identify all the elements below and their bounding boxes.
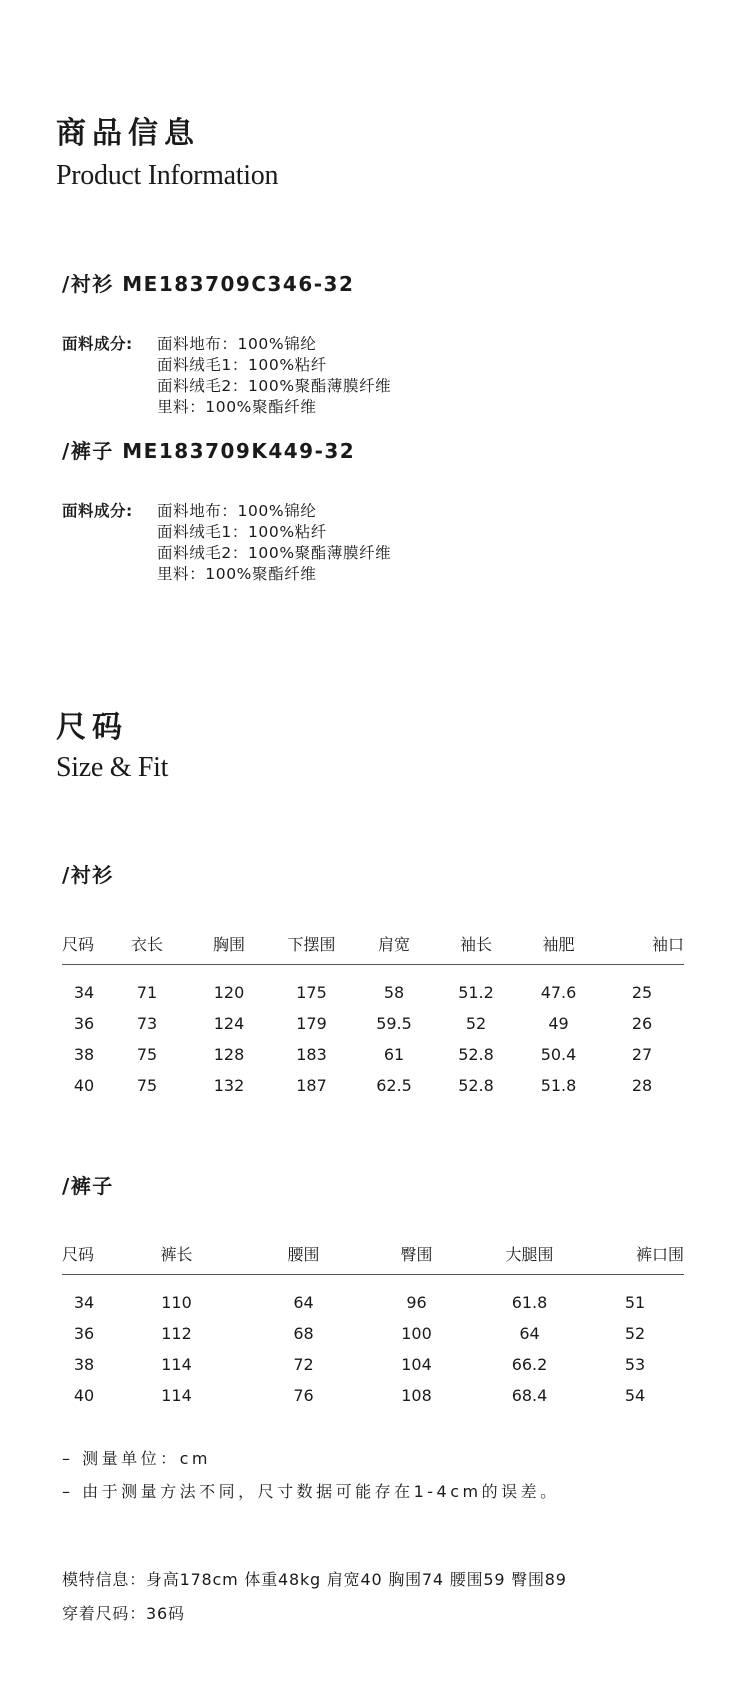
- table-cell: 75: [136, 1076, 158, 1095]
- table-cell: 132: [213, 1076, 245, 1095]
- composition-line: 里料：100%聚酯纤维: [157, 398, 317, 416]
- column-header: 胸围: [212, 934, 245, 954]
- composition-line: 里料：100%聚酯纤维: [157, 565, 317, 583]
- table-cell: 64: [519, 1324, 540, 1343]
- table-cell: 61.8: [511, 1293, 548, 1312]
- table-cell: 114: [161, 1355, 192, 1374]
- table-cell: 124: [213, 1014, 245, 1033]
- column-header: 肩宽: [377, 934, 410, 954]
- table-cell: 52: [465, 1014, 487, 1033]
- table-cell: 68: [293, 1324, 314, 1343]
- column-header: 腰围: [287, 1244, 320, 1264]
- table-row: [62, 1070, 684, 1101]
- table-cell: 128: [213, 1045, 245, 1064]
- table-row: [62, 1275, 684, 1319]
- pants-size-heading: /裤子: [62, 1174, 114, 1198]
- column-header: 尺码: [62, 1244, 95, 1264]
- table-cell: 26: [631, 1014, 653, 1033]
- table-cell: 50.4: [540, 1045, 577, 1064]
- table-cell: 187: [296, 1076, 327, 1095]
- table-row: [62, 1039, 684, 1070]
- table-cell: 76: [293, 1386, 314, 1405]
- table-cell: 183: [296, 1045, 327, 1064]
- column-header: 裤口围: [635, 1244, 684, 1264]
- table-cell: 96: [406, 1293, 427, 1312]
- table-cell: 64: [293, 1293, 314, 1312]
- table-cell: 38: [73, 1045, 95, 1064]
- table-cell: 34: [73, 983, 95, 1002]
- table-header-row: [62, 922, 684, 965]
- column-header: 衣长: [130, 934, 163, 954]
- table-cell: 179: [296, 1014, 327, 1033]
- column-header: 下摆围: [287, 934, 336, 954]
- pants-size-table: [62, 1232, 684, 1411]
- table-cell: 27: [631, 1045, 653, 1064]
- table-cell: 110: [161, 1293, 192, 1312]
- info-title-en: Product Information: [56, 160, 279, 191]
- table-row: [62, 1349, 684, 1380]
- table-cell: 54: [624, 1386, 646, 1405]
- table-cell: 51: [624, 1293, 646, 1312]
- table-cell: 120: [213, 983, 245, 1002]
- table-cell: 52.8: [458, 1076, 494, 1095]
- table-cell: 68.4: [511, 1386, 548, 1405]
- table-cell: 62.5: [376, 1076, 412, 1095]
- table-row: [62, 1380, 684, 1411]
- table-cell: 53: [624, 1355, 646, 1374]
- table-cell: 114: [161, 1386, 192, 1405]
- shirt-size-heading: /衬衫: [62, 863, 114, 887]
- composition-label: 面料成分:: [62, 335, 133, 353]
- column-header: 袖口: [651, 934, 684, 954]
- table-cell: 100: [401, 1324, 432, 1343]
- composition-line: 面料绒毛2：100%聚酯薄膜纤维: [157, 377, 392, 395]
- worn-size: 穿着尺码：36码: [62, 1604, 185, 1623]
- table-cell: 104: [401, 1355, 432, 1374]
- column-header: 大腿围: [505, 1244, 554, 1264]
- shirt-size-table: [62, 922, 684, 1101]
- table-cell: 51.2: [458, 983, 494, 1002]
- table-cell: 72: [293, 1355, 314, 1374]
- composition-line: 面料绒毛1：100%粘纤: [157, 523, 327, 541]
- table-cell: 47.6: [540, 983, 577, 1002]
- info-title-cn: 商品信息: [56, 116, 200, 151]
- table-cell: 34: [73, 1293, 95, 1312]
- table-cell: 40: [73, 1076, 95, 1095]
- pants-composition: [62, 501, 662, 591]
- table-cell: 108: [401, 1386, 432, 1405]
- composition-line: 面料绒毛2：100%聚酯薄膜纤维: [157, 544, 392, 562]
- table-cell: 59.5: [376, 1014, 412, 1033]
- table-header-row: [62, 1232, 684, 1275]
- measure-error-note: – 由于测量方法不同，尺寸数据可能存在1-4cm的误差。: [62, 1482, 560, 1501]
- table-cell: 36: [73, 1014, 95, 1033]
- composition-line: 面料地布：100%锦纶: [157, 502, 317, 520]
- column-header: 尺码: [62, 934, 95, 954]
- table-cell: 28: [631, 1076, 653, 1095]
- table-cell: 61: [383, 1045, 405, 1064]
- composition-line: 面料地布：100%锦纶: [157, 335, 317, 353]
- table-cell: 49: [548, 1014, 569, 1033]
- table-cell: 112: [161, 1324, 192, 1343]
- composition-line: 面料绒毛1：100%粘纤: [157, 356, 327, 374]
- column-header: 臀围: [400, 1244, 433, 1264]
- table-cell: 71: [136, 983, 158, 1002]
- table-cell: 52: [624, 1324, 646, 1343]
- table-cell: 51.8: [540, 1076, 577, 1095]
- table-cell: 66.2: [511, 1355, 548, 1374]
- table-cell: 36: [73, 1324, 95, 1343]
- size-title-en: Size & Fit: [56, 752, 169, 783]
- size-title-cn: 尺码: [56, 710, 128, 745]
- column-header: 袖长: [459, 934, 492, 954]
- table-cell: 52.8: [458, 1045, 494, 1064]
- measure-unit-note: – 测量单位：cm: [62, 1449, 211, 1468]
- table-cell: 75: [136, 1045, 158, 1064]
- table-cell: 38: [73, 1355, 95, 1374]
- table-row: [62, 965, 684, 1009]
- table-cell: 175: [296, 983, 327, 1002]
- composition-label: 面料成分:: [62, 502, 133, 520]
- table-cell: 25: [631, 983, 653, 1002]
- pants-product-heading: /裤子 ME183709K449-32: [62, 439, 356, 463]
- table-row: [62, 1318, 684, 1349]
- table-cell: 73: [136, 1014, 158, 1033]
- shirt-product-heading: /衬衫 ME183709C346-32: [62, 272, 355, 296]
- shirt-composition: [62, 334, 662, 424]
- column-header: 裤长: [160, 1244, 193, 1264]
- table-row: [62, 1008, 684, 1039]
- table-cell: 58: [383, 983, 405, 1002]
- column-header: 袖肥: [542, 934, 575, 954]
- model-info: 模特信息：身高178cm 体重48kg 肩宽40 胸围74 腰围59 臀围89: [62, 1570, 567, 1589]
- table-cell: 40: [73, 1386, 95, 1405]
